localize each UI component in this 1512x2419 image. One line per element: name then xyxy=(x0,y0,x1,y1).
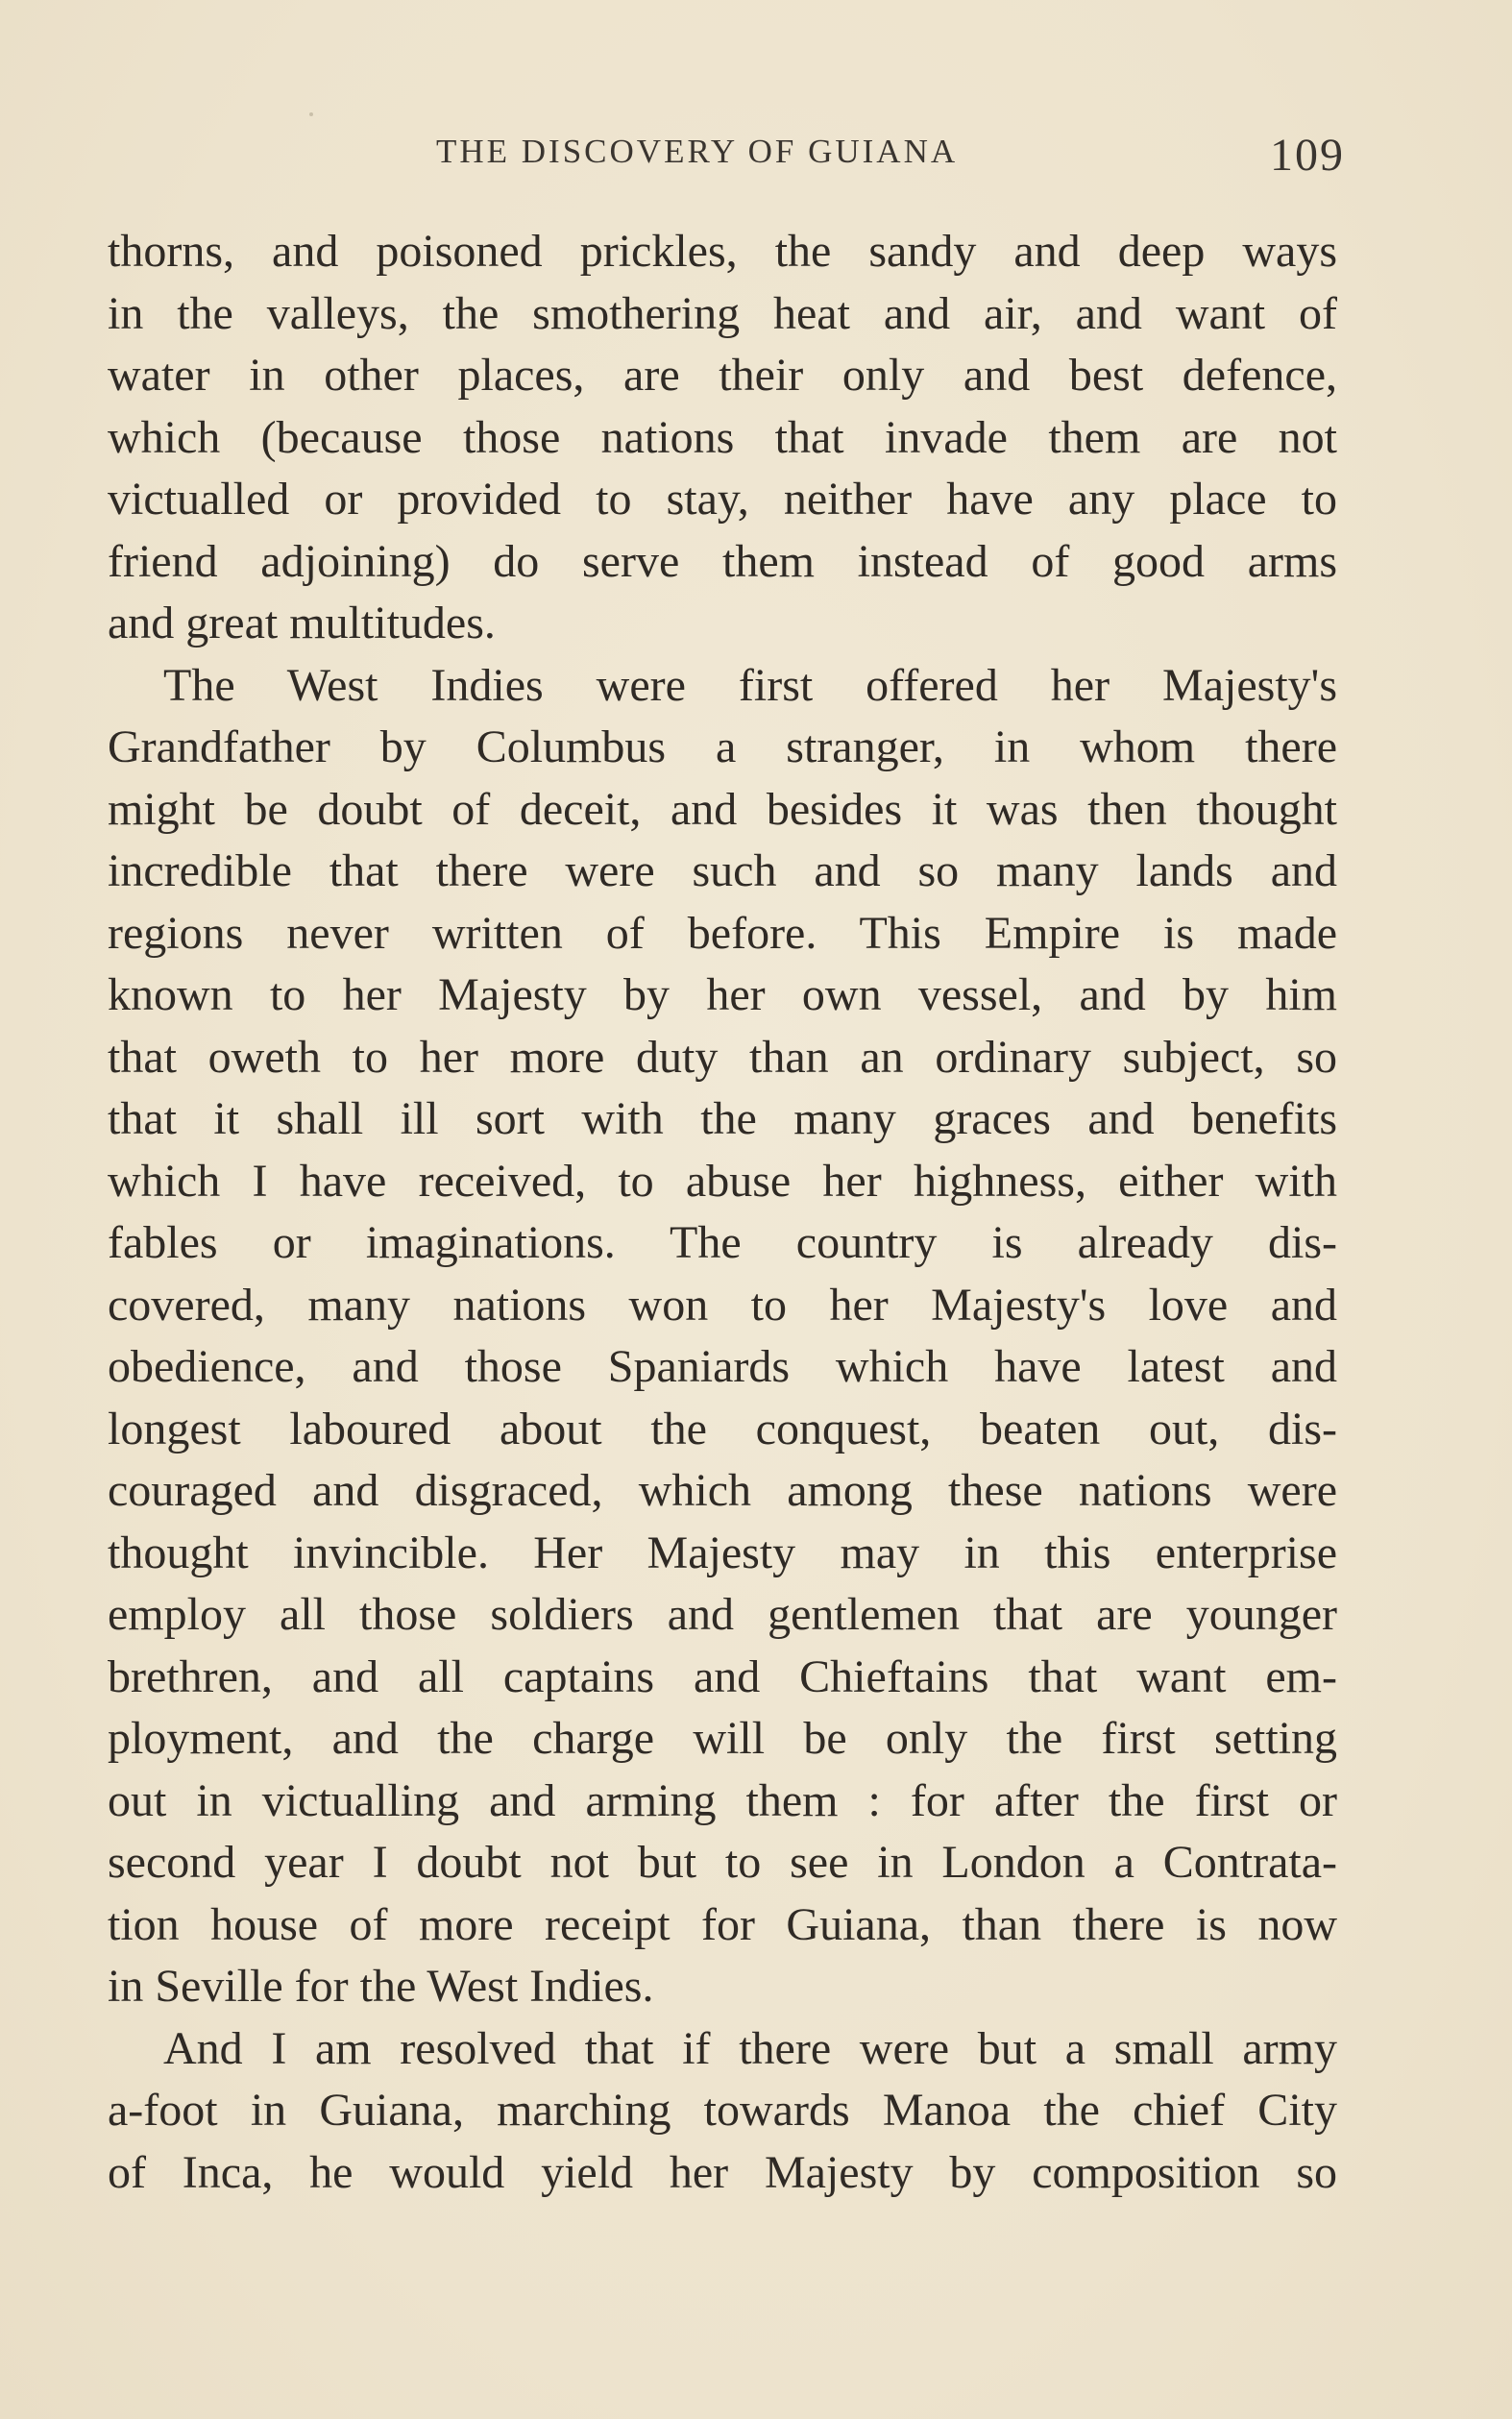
text-line: which (because those nations that invade them are not xyxy=(108,411,1337,463)
text-line: that it shall ill sort with the many graces and benefits xyxy=(108,1093,1337,1144)
text-line: obedience, and those Spaniards which have latest and xyxy=(108,1341,1337,1392)
text-line: And I am resolved that if there were but a small army xyxy=(163,2022,1337,2074)
body-text xyxy=(108,221,1337,2204)
page-header xyxy=(106,130,1345,181)
text-line: out in victualling and arming them : for after the first or xyxy=(108,1774,1337,1826)
page-number: 109 xyxy=(1270,130,1345,181)
text-line: longest laboured about the conquest, beaten out, dis- xyxy=(108,1403,1337,1454)
text-line: victualled or provided to stay, neither have any place to xyxy=(108,474,1337,525)
text-line: in Seville for the West Indies. xyxy=(108,1961,654,2012)
text-line: a-foot in Guiana, marching towards Manoa the chief City xyxy=(108,2085,1337,2136)
running-head: THE DISCOVERY OF GUIANA xyxy=(436,133,959,170)
paragraph-1 xyxy=(108,221,1337,655)
text-line: brethren, and all captains and Chieftains that want em- xyxy=(108,1650,1337,1702)
paragraph-3 xyxy=(108,2018,1337,2205)
text-line: employ all those soldiers and gentlemen that are younger xyxy=(108,1589,1337,1640)
text-line: incredible that there were such and so many lands and xyxy=(108,845,1337,896)
text-line: The West Indies were first offered her Majesty's xyxy=(163,659,1337,711)
text-line: and great multitudes. xyxy=(108,598,496,648)
text-line: ployment, and the charge will be only the first setting xyxy=(108,1713,1337,1764)
text-line: in the valleys, the smothering heat and air, and want of xyxy=(108,287,1337,339)
text-line: friend adjoining) do serve them instead of good arms xyxy=(108,535,1337,587)
text-line: thorns, and poisoned prickles, the sandy and deep ways xyxy=(108,226,1337,277)
text-line: regions never written of before. This Empire is made xyxy=(108,907,1337,959)
text-line: known to her Majesty by her own vessel, and by him xyxy=(108,969,1337,1020)
text-line: tion house of more receipt for Guiana, than there is now xyxy=(108,1898,1337,1950)
text-line: of Inca, he would yield her Majesty by composition so xyxy=(108,2146,1337,2198)
text-line: water in other places, are their only and best defence, xyxy=(108,350,1337,401)
text-line: might be doubt of deceit, and besides it was then thought xyxy=(108,783,1337,835)
text-line: couraged and disgraced, which among these nations were xyxy=(108,1465,1337,1516)
text-line: that oweth to her more duty than an ordinary subject, so xyxy=(108,1031,1337,1083)
text-line: thought invincible. Her Majesty may in this enterprise xyxy=(108,1527,1337,1578)
text-line: which I have received, to abuse her highness, either with xyxy=(108,1155,1337,1207)
text-line: Grandfather by Columbus a stranger, in whom there xyxy=(108,721,1337,772)
text-line: second year I doubt not but to see in London a Contrata- xyxy=(108,1837,1337,1888)
paper-speck xyxy=(309,112,313,116)
text-line: fables or imaginations. The country is already dis- xyxy=(108,1217,1337,1268)
paragraph-2 xyxy=(108,655,1337,2018)
text-line: covered, many nations won to her Majesty's love and xyxy=(108,1279,1337,1331)
